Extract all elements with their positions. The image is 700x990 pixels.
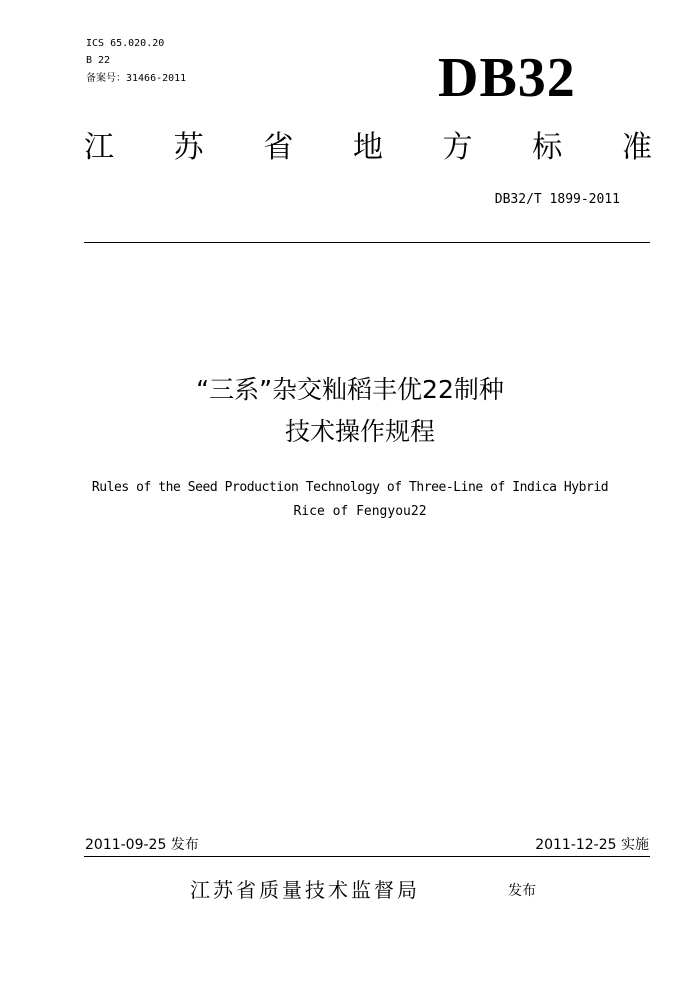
ics-code: ICS 65.020.20 [86, 38, 165, 49]
standard-type-title [84, 128, 652, 168]
standard-type-char: 苏 [173, 130, 204, 165]
english-title-line-2: Rice of Fengyou22 [293, 504, 427, 519]
standard-type-char: 方 [442, 130, 473, 165]
standard-type-char: 地 [352, 130, 383, 165]
implementation-date: 2011-12-25 实施 [535, 837, 649, 853]
standard-type-char: 标 [532, 130, 563, 165]
publisher-suffix: 发布 [508, 883, 536, 899]
english-title-line-1: Rules of the Seed Production Technology of Three-Line of Indica Hybrid [91, 480, 609, 495]
standard-type-char: 江 [84, 130, 114, 165]
filing-number: 备案号：31466-2011 [86, 73, 187, 84]
standard-code-logo: DB32 [438, 47, 576, 109]
publisher-name: 江苏省质量技术监督局 [190, 878, 420, 902]
chinese-title-line-1: “三系”杂交籼稻丰优22制种 [196, 375, 504, 404]
standard-type-char: 省 [263, 130, 294, 165]
top-divider [84, 242, 650, 243]
bottom-divider [84, 856, 650, 857]
ccs-code: B 22 [86, 55, 111, 66]
issue-date: 2011-09-25 发布 [85, 837, 199, 853]
chinese-title-line-2: 技术操作规程 [284, 417, 435, 446]
standard-number: DB32/T 1899-2011 [494, 192, 620, 207]
standard-type-char: 准 [621, 130, 652, 165]
